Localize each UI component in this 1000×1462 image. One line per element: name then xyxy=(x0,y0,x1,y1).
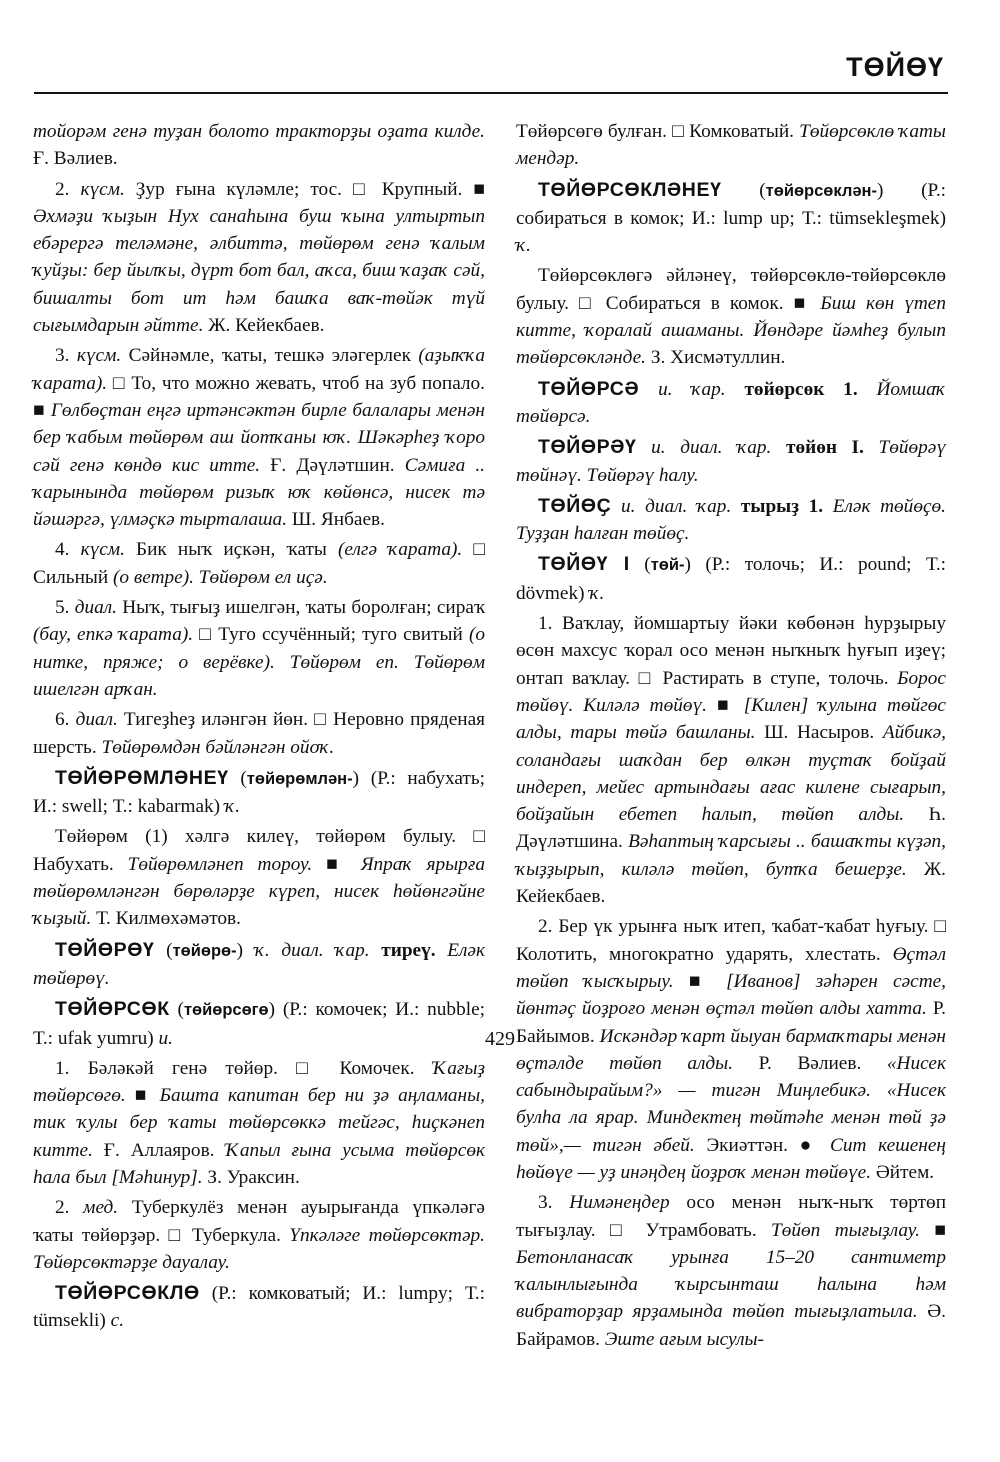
sense-paragraph: 2. күсм. Ҙур ғына күләмле; тос. □ Крупный. ■ Әхмәҙи ҡыҙын Нух санаһына буш ҡына ултыртып ебәрергә теләмәне, әлбиттә, төйөрөм генә ҡалым ҡуйҙы: бер йылҡы, дүрт бот бал, аҡса, биш ҡаҙаҡ сәй, бишалты бот ит һәм башҡа ваҡ-төйәк түй сығымдарын әйтте. Ж. Кейекбаев. xyxy=(33,178,486,337)
dictionary-entry: ТӨЙӨРСӘ и. ҡар. төйөрсөк 1. Йомшаҡ төйөрсә. xyxy=(516,377,946,427)
sense-paragraph: 2. мед. Туберкулёз менән ауырығанда үпкәләгә ҡаты төйөрҙәр. □ Туберкула. Үпкәләге төйөрсөктәр. Төйөрсөктәрҙе дауалау. xyxy=(33,1197,485,1273)
sense-paragraph: 3. Нимәнеңдер осо менән ныҡ-ныҡ төртөп тығыҙлау. □ Утрамбовать. Төйөп тығыҙлау. ■ Бетонланасаҡ урынға 15–20 сантиметр ҡалынлығында ҡырсынташ һалына һәм вибраторҙар ярҙамында төйөп тығыҙлатыла. Ә. Байрамов. Эште ағым ысулы- xyxy=(516,1192,947,1350)
sense-paragraph: 3. күсм. Сәйнәмле, ҡаты, тешкә эләгерлек (аҙыҡҡа ҡарата). □ То, что можно жевать, чтоб на зуб попало. ■ Гөлбөҫтан еңгә иртәнсәктән бирле балалары менән бер ҡабым төйөрөм аш йотҡаны юҡ. Шәкәрһеҙ ҡоро сәй генә көндө кис итте. Ғ. Дәүләтшин. Сәмиға .. ҡарынында төйөрөм ризыҡ юҡ көйөнсә, нисек тә йәшәргә, үлмәҫкә тырталаша. Ш. Янбаев. xyxy=(33,345,485,531)
sense-paragraph: 5. диал. Ныҡ, тығыҙ ишелгән, ҡаты боролған; сираҡ (бау, епкә ҡарата). □ Туго ссучённый; туго свитый (о нитке, пряже; о верёвке). Төйөрөм еп. Төйөрөм ишелгән арҡан. xyxy=(33,597,485,700)
continued-paragraph: тойорәм генә туҙан болото тракторҙы оҙата килде. Ғ. Вәлиев. xyxy=(33,121,485,170)
sense-paragraph: 4. күсм. Бик ныҡ иҫкән, ҡаты (елгә ҡарата). □ Сильный (о ветре). Төйөрөм ел иҫә. xyxy=(33,539,486,588)
sense-paragraph: Төйөрөм (1) хәлгә килеү, төйөрөм булыу. □ Набухать. Төйөрөмләнеп тороу. ■ Япраҡ ярырға төйөрөмләнгән бөрөләрҙе күреп, нисек һөйөнгәйне ҡыҙый. Т. Килмөхәмәтов. xyxy=(33,826,485,930)
page-header-title: ТӨЙӨҮ xyxy=(846,52,944,82)
dictionary-entry: ТӨЙӨРСӨКЛӨ (Р.: комковатый; И.: lumpy; Т.: tümsekli) с. xyxy=(33,1282,485,1332)
dictionary-entry: ТӨЙӨРӨҮ (төйөрө-) ҡ. диал. ҡар. тиреү. Еләк төйөрөү. xyxy=(33,938,485,989)
sense-paragraph: 6. диал. Тигеҙһеҙ иләнгән йөн. □ Неровно пряденая шерсть. Төйөрөмдән бәйләнгән ойоҡ. xyxy=(33,709,486,758)
dictionary-entry: ТӨЙӨҪ и. диал. ҡар. тырыҙ 1. Еләк төйөҫө. Туҙҙан һалған төйөҫ. xyxy=(516,494,946,545)
dictionary-entry: ТӨЙӨРӘҮ и. диал. ҡар. төйөн I. Төйөрәү төйнәү. Төйөрәү һалу. xyxy=(516,436,946,486)
dictionary-entry: ТӨЙӨРСӨКЛӘНЕҮ (төйөрсөклән-) (Р.: собираться в комок; И.: lump up; Т.: tümsekleşmek) ҡ. xyxy=(516,178,946,257)
sense-paragraph: 1. Бәләкәй генә төйөр. □ Комочек. Ҡағыҙ төйөрсөгө. ■ Башта капитан бер ни ҙә аңламаны, тик ҡулы бер ҡаты төйөрсөккә тейгәс, һиҫкәнеп китте. Ғ. Аллаяров. Ҡапыл ғына усыма төйөрсөк һала был [Мәһинур]. З. Ураксин. xyxy=(33,1057,485,1188)
sense-paragraph: 1. Ваҡлау, йомшартыу йәки көбөнән һурҙырыу өсөн махсус ҡорал осо менән ныҡныҡ һуғып иҙеү; онтап ваҡлау. □ Растирать в ступе, толочь. Борос төйөү. Киләлә төйөү. ■ [Килен] ҡулына төйгөс алды, тары төйә башланы. Ш. Насыров. Айбикә, соландағы шаҡдан бер өлкән туҫтаҡ бойҙай индереп, мейес артындағы ағас килене сығарып, бойҙайын ебетеп һалып, төйөп алды. Һ. Дәүләтшина. Вәһаптың ҡарсығы .. башаҡты күҙәп, ҡыҙҙырып, киләлә төйөп, бутҡа бешерҙе. Ж. Кейекбаев. xyxy=(516,613,947,908)
continued-paragraph: Төйөрсөгө булған. □ Комковатый. Төйөрсөклө ҡаты мендәр. xyxy=(516,121,946,170)
dictionary-entry: ТӨЙӨРӨМЛӘНЕҮ (төйөрөмлән-) (Р.: набухать; И.: swell; Т.: kabarmak) ҡ. xyxy=(33,766,485,818)
page-number: 429 xyxy=(485,1028,515,1050)
dictionary-entry: ТӨЙӨРСӨК (төйөрсөгө) (Р.: комочек; И.: nubble; Т.: ufak yumru) и. xyxy=(33,998,485,1049)
sense-paragraph: Төйөрсөклөгә әйләнеү, төйөрсөклө-төйөрсөклө булыу. □ Собираться в комок. ■ Биш көн үтеп китте, ҡоралай ашаманы. Йөндәре йәмһеҙ булып төйөрсөкләнде. З. Хисмәтуллин. xyxy=(516,265,946,369)
sense-paragraph: 2. Бер үк урынға ныҡ итеп, ҡабат-ҡабат һуғыу. □ Колотить, многократно ударять, хлестать. Өҫтәл төйөп ҡысҡырыу. ■ [Иванов] зәһәрен сәсте, йөнтәҫ йоҙроғо менән өҫтәл төйөп алды хатта. Р. Байымов. Искәндәр ҡарт йыуан бармаҡтары менән өҫтәлде төйөп алды. Р. Вәлиев. «Нисек сабындырайым?» — тигән Миңлебикә. «Нисек булһа ла ярар. Миндектең төйтәһе менән төй ҙә төй»,— тигән әбей. Экиәттән. ● Сит кешенең һөйөүе — уҙ инәңдең йоҙроҡ менән төйөүе. Әйтем. xyxy=(516,916,946,1183)
dictionary-entry: ТӨЙӨҮ I (төй-) (Р.: толочь; И.: pound; Т.: dövmek) ҡ. xyxy=(516,553,946,604)
left-column xyxy=(33,118,485,1335)
right-column xyxy=(516,118,946,1353)
header-rule xyxy=(34,92,948,94)
